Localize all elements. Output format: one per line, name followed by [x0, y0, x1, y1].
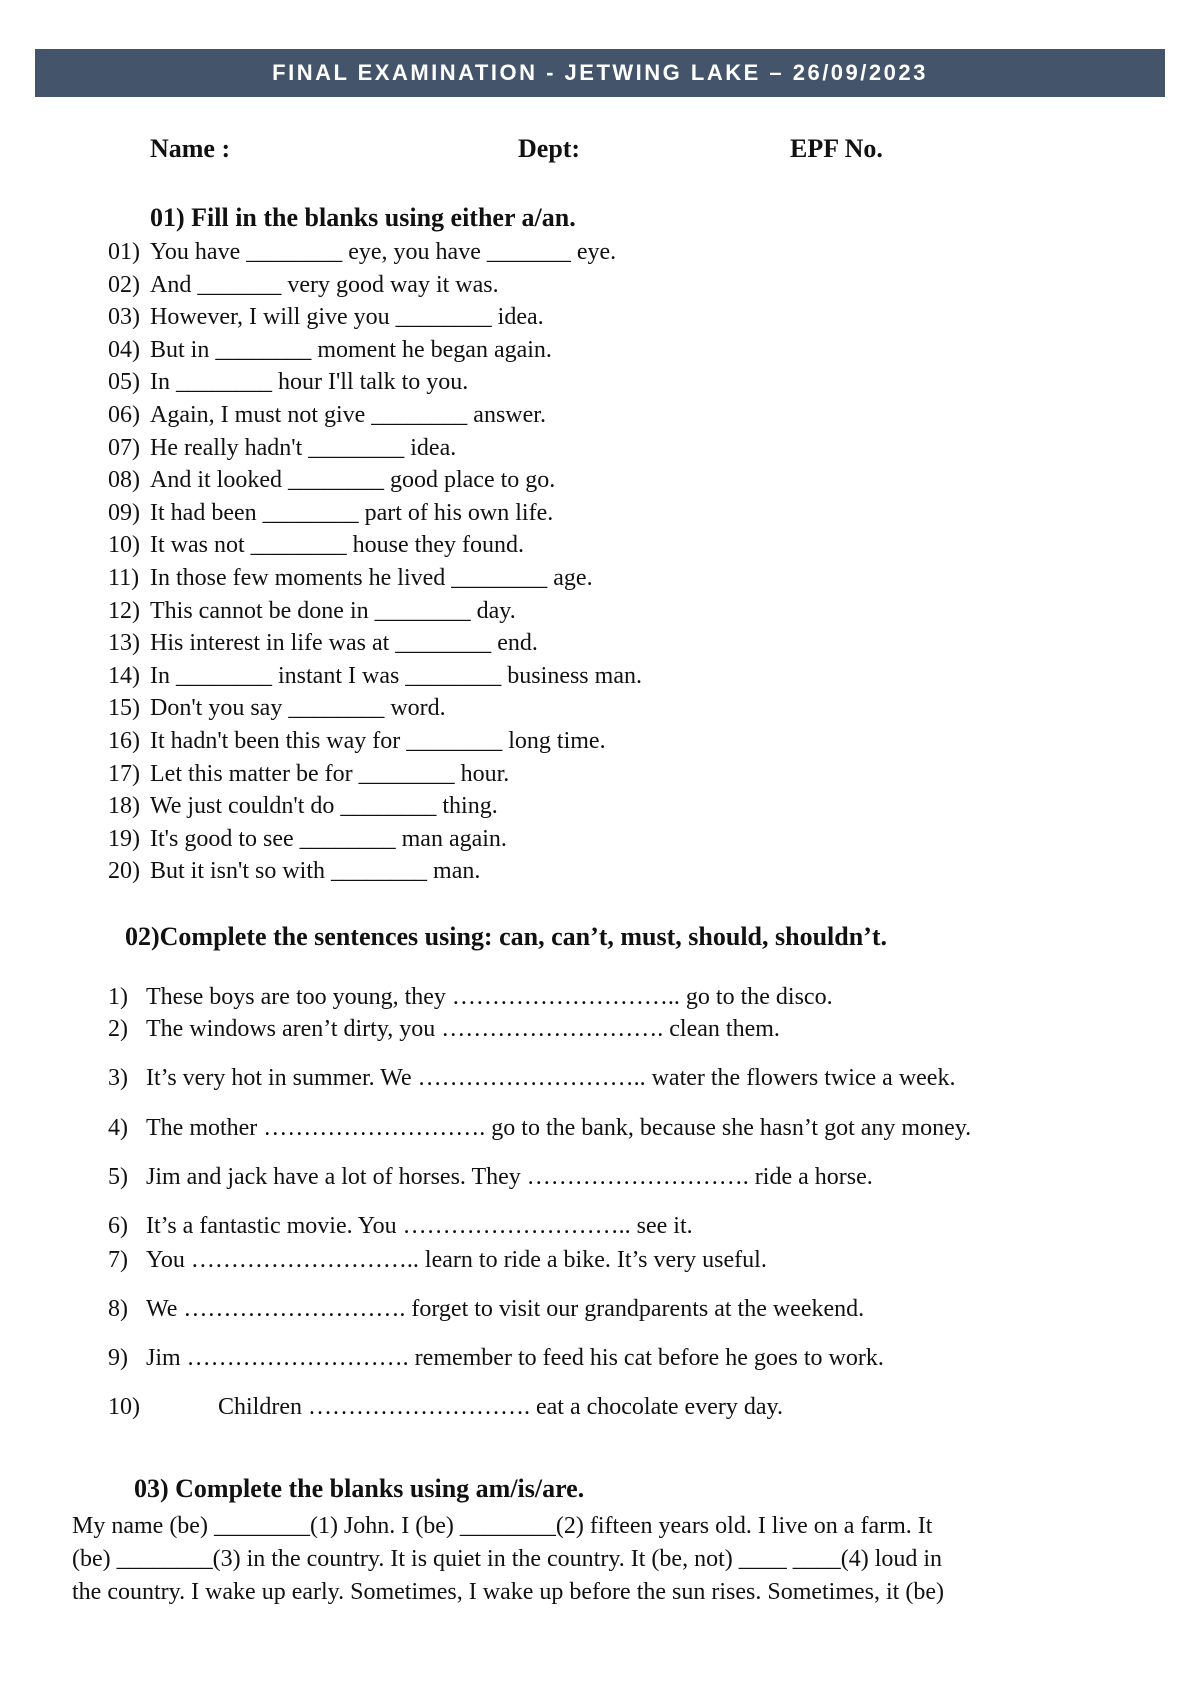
item-text: Let this matter be for ________ hour.	[150, 760, 510, 787]
epf-label: EPF No.	[790, 134, 883, 163]
list-item	[108, 855, 642, 888]
list-item	[108, 692, 642, 725]
item-text: These boys are too young, they ……………………….. go to the disco.	[146, 984, 833, 1010]
item-number: 14)	[108, 662, 140, 689]
item-text: Jim ………………………. remember to feed his cat before he goes to work.	[146, 1345, 884, 1371]
item-text: However, I will give you ________ idea.	[150, 304, 544, 331]
list-item	[108, 627, 642, 660]
item-text: In ________ instant I was ________ business man.	[150, 662, 642, 689]
item-number: 04)	[108, 336, 140, 363]
section3-heading: 03) Complete the blanks using am/is/are.	[134, 1474, 585, 1503]
dept-label: Dept:	[518, 134, 581, 163]
item-number: 07)	[108, 434, 140, 461]
item-text: We ………………………. forget to visit our grandparents at the weekend.	[146, 1296, 865, 1322]
item-text: It was not ________ house they found.	[150, 532, 524, 559]
list-item	[108, 464, 642, 497]
item-number: 3)	[108, 1065, 128, 1091]
list-item	[108, 301, 642, 334]
item-text: We just couldn't do ________ thing.	[150, 793, 498, 820]
item-number: 12)	[108, 597, 140, 624]
item-text: You ……………………….. learn to ride a bike. It’s very useful.	[146, 1247, 767, 1273]
list-item	[108, 1016, 780, 1043]
list-item	[108, 790, 642, 823]
item-number: 10)	[108, 532, 140, 559]
list-item	[108, 529, 642, 562]
item-text: And it looked ________ good place to go.	[150, 467, 556, 494]
item-number: 4)	[108, 1115, 128, 1141]
item-number: 03)	[108, 304, 140, 331]
item-text: It’s very hot in summer. We ……………………….. water the flowers twice a week.	[146, 1065, 956, 1091]
item-number: 15)	[108, 695, 140, 722]
item-number: 7)	[108, 1247, 128, 1273]
list-item	[108, 660, 642, 693]
item-text: Again, I must not give ________ answer.	[150, 401, 546, 428]
section1-heading: 01) Fill in the blanks using either a/an.	[150, 203, 576, 232]
list-item	[108, 562, 642, 595]
item-text: It hadn't been this way for ________ long time.	[150, 727, 606, 754]
list-item	[108, 1394, 783, 1421]
exam-title-banner	[35, 49, 1165, 97]
item-text: This cannot be done in ________ day.	[150, 597, 516, 624]
item-number: 05)	[108, 369, 140, 396]
item-text: In those few moments he lived ________ age.	[150, 564, 593, 591]
paragraph-line: (be) ________(3) in the country. It is quiet in the country. It (be, not) ____ ____(4) loud in	[72, 1546, 943, 1572]
item-number: 10)	[108, 1394, 140, 1420]
item-text: In ________ hour I'll talk to you.	[150, 369, 469, 396]
list-item	[108, 1296, 864, 1323]
list-item	[108, 1065, 955, 1092]
item-text: It had been ________ part of his own life.	[150, 499, 554, 526]
item-number: 6)	[108, 1213, 128, 1239]
list-item	[108, 366, 642, 399]
list-item	[108, 269, 642, 302]
list-item	[108, 823, 642, 856]
item-text: It’s a fantastic movie. You ……………………….. see it.	[146, 1213, 693, 1239]
item-number: 13)	[108, 630, 140, 657]
item-text: But it isn't so with ________ man.	[150, 858, 481, 885]
item-number: 2)	[108, 1016, 128, 1042]
section3-paragraph	[72, 1510, 1132, 1609]
list-item	[108, 1115, 971, 1142]
list-item	[108, 399, 642, 432]
list-item	[108, 497, 642, 530]
item-number: 06)	[108, 401, 140, 428]
item-number: 9)	[108, 1345, 128, 1371]
list-item	[108, 1345, 884, 1372]
item-text: His interest in life was at ________ end.	[150, 630, 538, 657]
item-text: You have ________ eye, you have _______ eye.	[150, 239, 617, 265]
item-number: 8)	[108, 1296, 128, 1322]
item-number: 09)	[108, 499, 140, 526]
item-number: 5)	[108, 1164, 128, 1190]
item-number: 08)	[108, 467, 140, 494]
exam-title: FINAL EXAMINATION - JETWING LAKE – 26/09/2023	[272, 60, 928, 85]
item-number: 17)	[108, 760, 140, 787]
item-text: The windows aren’t dirty, you ………………………. clean them.	[146, 1016, 780, 1042]
item-text: The mother ………………………. go to the bank, because she hasn’t got any money.	[146, 1115, 972, 1141]
item-number: 16)	[108, 727, 140, 754]
item-number: 02)	[108, 271, 140, 298]
paragraph-line: My name (be) ________(1) John. I (be) ________(2) fifteen years old. I live on a farm. It	[72, 1513, 933, 1539]
item-number: 18)	[108, 793, 140, 820]
item-number: 01)	[108, 239, 140, 265]
item-text: Children ………………………. eat a chocolate every day.	[218, 1394, 783, 1420]
list-item	[108, 725, 642, 758]
list-item	[108, 236, 642, 269]
item-number: 11)	[108, 564, 140, 591]
section1-list	[108, 236, 642, 888]
paragraph-line: the country. I wake up early. Sometimes, I wake up before the sun rises. Sometimes, it (be)	[72, 1579, 944, 1605]
item-text: Don't you say ________ word.	[150, 695, 446, 722]
student-info-fields	[0, 134, 1200, 170]
item-number: 20)	[108, 858, 140, 885]
item-number: 19)	[108, 825, 140, 852]
item-text: He really hadn't ________ idea.	[150, 434, 457, 461]
list-item	[108, 334, 642, 367]
item-text: It's good to see ________ man again.	[150, 825, 507, 852]
item-text: But in ________ moment he began again.	[150, 336, 552, 363]
list-item	[108, 595, 642, 628]
item-number: 1)	[108, 984, 128, 1010]
list-item	[108, 1213, 693, 1240]
list-item	[108, 432, 642, 465]
item-text: And _______ very good way it was.	[150, 271, 499, 298]
item-text: Jim and jack have a lot of horses. They ………………………. ride a horse.	[146, 1164, 873, 1190]
name-label: Name :	[150, 134, 231, 163]
section2-heading: 02)Complete the sentences using: can, can’t, must, should, shouldn’t.	[125, 922, 887, 951]
list-item	[108, 758, 642, 791]
list-item	[108, 1164, 873, 1191]
list-item	[108, 984, 833, 1011]
list-item	[108, 1247, 767, 1274]
